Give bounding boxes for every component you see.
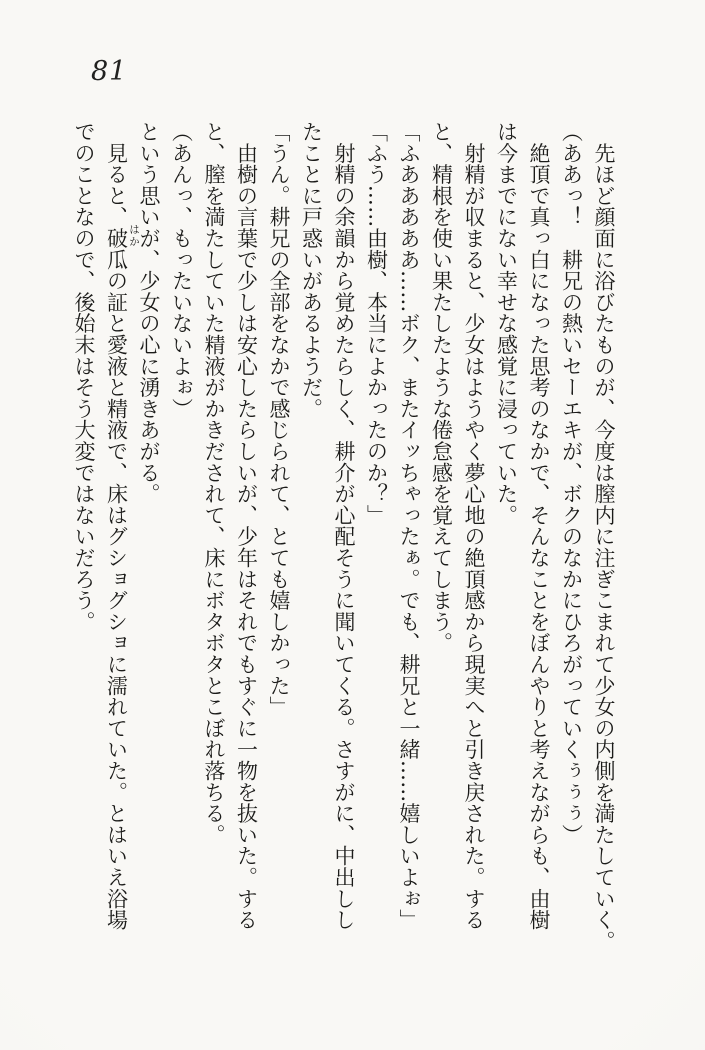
text-column-9: 射精の余韻から覚めたらしく、耕介が心配そうに聞いてくる。さすがに、中出しし [332,121,356,931]
text-column-15: という思いが、少女の心に湧きあがる。 [137,121,161,505]
furigana-ruby: はか [128,224,140,248]
text-column-10: たことに戸惑いがあるようだ。 [299,121,324,420]
text-column-8: 「ふう……由樹、本当によかったのか？」 [364,121,389,526]
text-column-7: 「ふあああああ……ボク、またイッちゃったぁ。でも、耕兄と一緒……嬉しいよぉ」 [397,121,421,931]
text-column-14: （あんっ、もったいないよぉ） [169,121,194,420]
text-column-3: 絶頂で真っ白になった思考のなかで、そんなことをぼんやりと考えながらも、由樹 [527,121,551,931]
text-column-11: 「うん。耕兄の全部をなかで感じられて、とても嬉しかった」 [267,121,291,718]
text-column-16: 見ると、破瓜の証と愛液と精液で、床はグショグショに濡れていた。とはいえ浴場 [104,121,129,931]
text-column-2: （ああっ！ 耕兄の熱いセーエキが、ボクのなかにひろがっていくぅぅぅ） [559,121,584,846]
text-column-1: 先ほど顔面に浴びたものが、今度は膣内に注ぎこまれて少女の内側を満たしていく。 [592,121,616,952]
text-column-6: と、精根を使い果たしたような倦怠感を覚えてしまう。 [429,121,454,654]
page-number: 81 [91,56,128,87]
text-column-5: 射精が収まると、少女はようやく夢心地の絶頂感から現実へと引き戻された。する [462,121,486,931]
text-column-13: と、膣を満たしていた精液がかきだされて、床にボタボタとこぼれ落ちる。 [202,121,226,846]
text-column-17: でのことなので、後始末はそう大変ではないだろう。 [72,121,96,633]
text-column-12: 由樹の言葉で少しは安心したらしいが、少年はそれでもすぐに一物を抜いた。する [234,121,259,931]
text-column-4: は今までにない幸せな感覚に浸っていた。 [494,121,519,526]
vertical-text-block [68,121,621,952]
